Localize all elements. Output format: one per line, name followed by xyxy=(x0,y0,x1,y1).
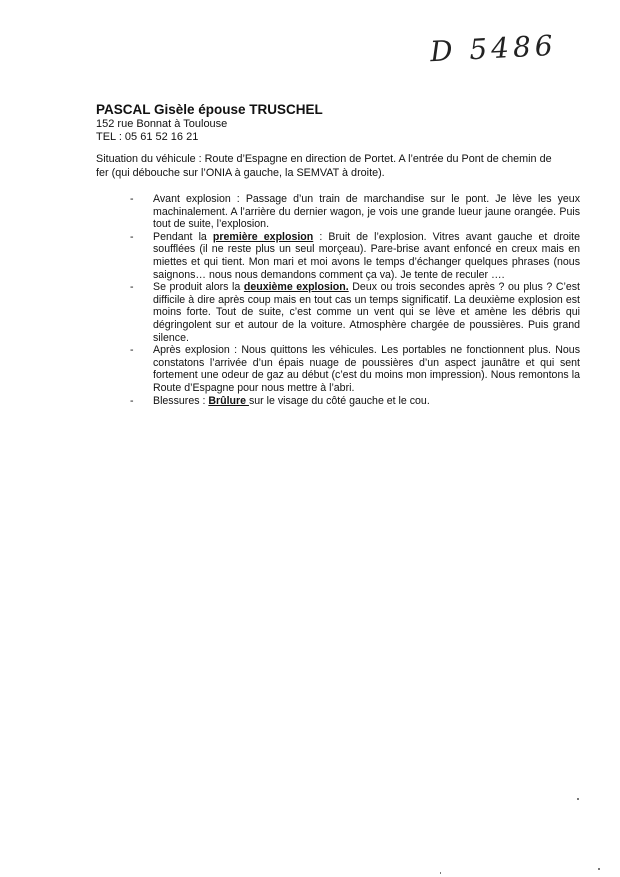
emphasis-second-explosion: deuxième explosion. xyxy=(243,281,349,294)
witness-phone: TEL : 05 61 52 16 21 xyxy=(96,131,199,143)
list-dash: - xyxy=(130,394,134,407)
item-text: Blessures : xyxy=(153,394,209,407)
list-dash: - xyxy=(130,230,134,243)
list-item xyxy=(130,344,580,394)
item-text: Après explosion : Nous quittons les véhicules. Les portables ne fonctionnent plus. Nous constatons l’arrivée d’un épais nuage de poussières d’un aspect jaunâtre et qui sent fortement une odeur de gaz au début (c’est du moins mon impression). Nous remontons la Route d’Espagne pour nous mettre à l’abri. xyxy=(153,344,580,394)
emphasis-first-explosion: première explosion xyxy=(212,230,314,243)
handwritten-reference: D 5486 xyxy=(429,28,558,69)
list-dash: - xyxy=(130,344,134,357)
sender-header xyxy=(96,102,323,144)
list-dash: - xyxy=(130,281,134,294)
item-text: sur le visage du côté gauche et le cou. xyxy=(248,394,430,407)
vehicle-situation: Situation du véhicule : Route d’Espagne en direction de Portet. A l’entrée du Pont de chemin de fer (qui débouche sur l’ONIA à gauche, la SEMVAT à droite). xyxy=(96,153,552,179)
list-item xyxy=(130,395,580,408)
list-item xyxy=(130,281,580,344)
list-dash: - xyxy=(130,193,134,205)
item-text: : Bruit de l’explosion. Vitres avant gauche et droite soufflées (il ne reste plus un seul morçeau). Pare-brise avant enfoncé en creux mais en miettes et qui tient. Mon mari et moi avons le temps d’échanger quelques phrases (nous saignons… nous nous demandons comment ça va). Je tente de reculer …. xyxy=(153,230,580,281)
item-text: Deux ou trois secondes après ? ou plus ? C’est difficile à dire après coup mais en tout cas un temps significatif. La deuxième explosion est moins forte. Tout de suite, c’est comme un vent qui se lève et amène les débris qui dégringolent sur et autour de la voiture. Atmosphère chargée de poussières. Puis grand silence. xyxy=(153,281,580,344)
list-item xyxy=(130,193,580,231)
scan-speck xyxy=(577,798,579,800)
item-text: Se produit alors la xyxy=(153,281,244,294)
testimony-list xyxy=(130,193,580,407)
witness-name: PASCAL Gisèle épouse TRUSCHEL xyxy=(96,102,323,117)
witness-address: 152 rue Bonnat à Toulouse xyxy=(96,118,228,130)
item-text: Pendant la xyxy=(153,230,213,243)
list-item xyxy=(130,231,580,281)
item-text: Avant explosion : Passage d’un train de marchandise sur le pont. Je lève les yeux machinalement. A l’arrière du dernier wagon, je vois une grande lueur jaune orangée. Puis tout de suite, l’explosion. xyxy=(153,193,580,231)
emphasis-injury: Brûlure xyxy=(208,394,249,407)
scan-speck xyxy=(440,872,441,874)
scan-speck xyxy=(598,868,600,870)
